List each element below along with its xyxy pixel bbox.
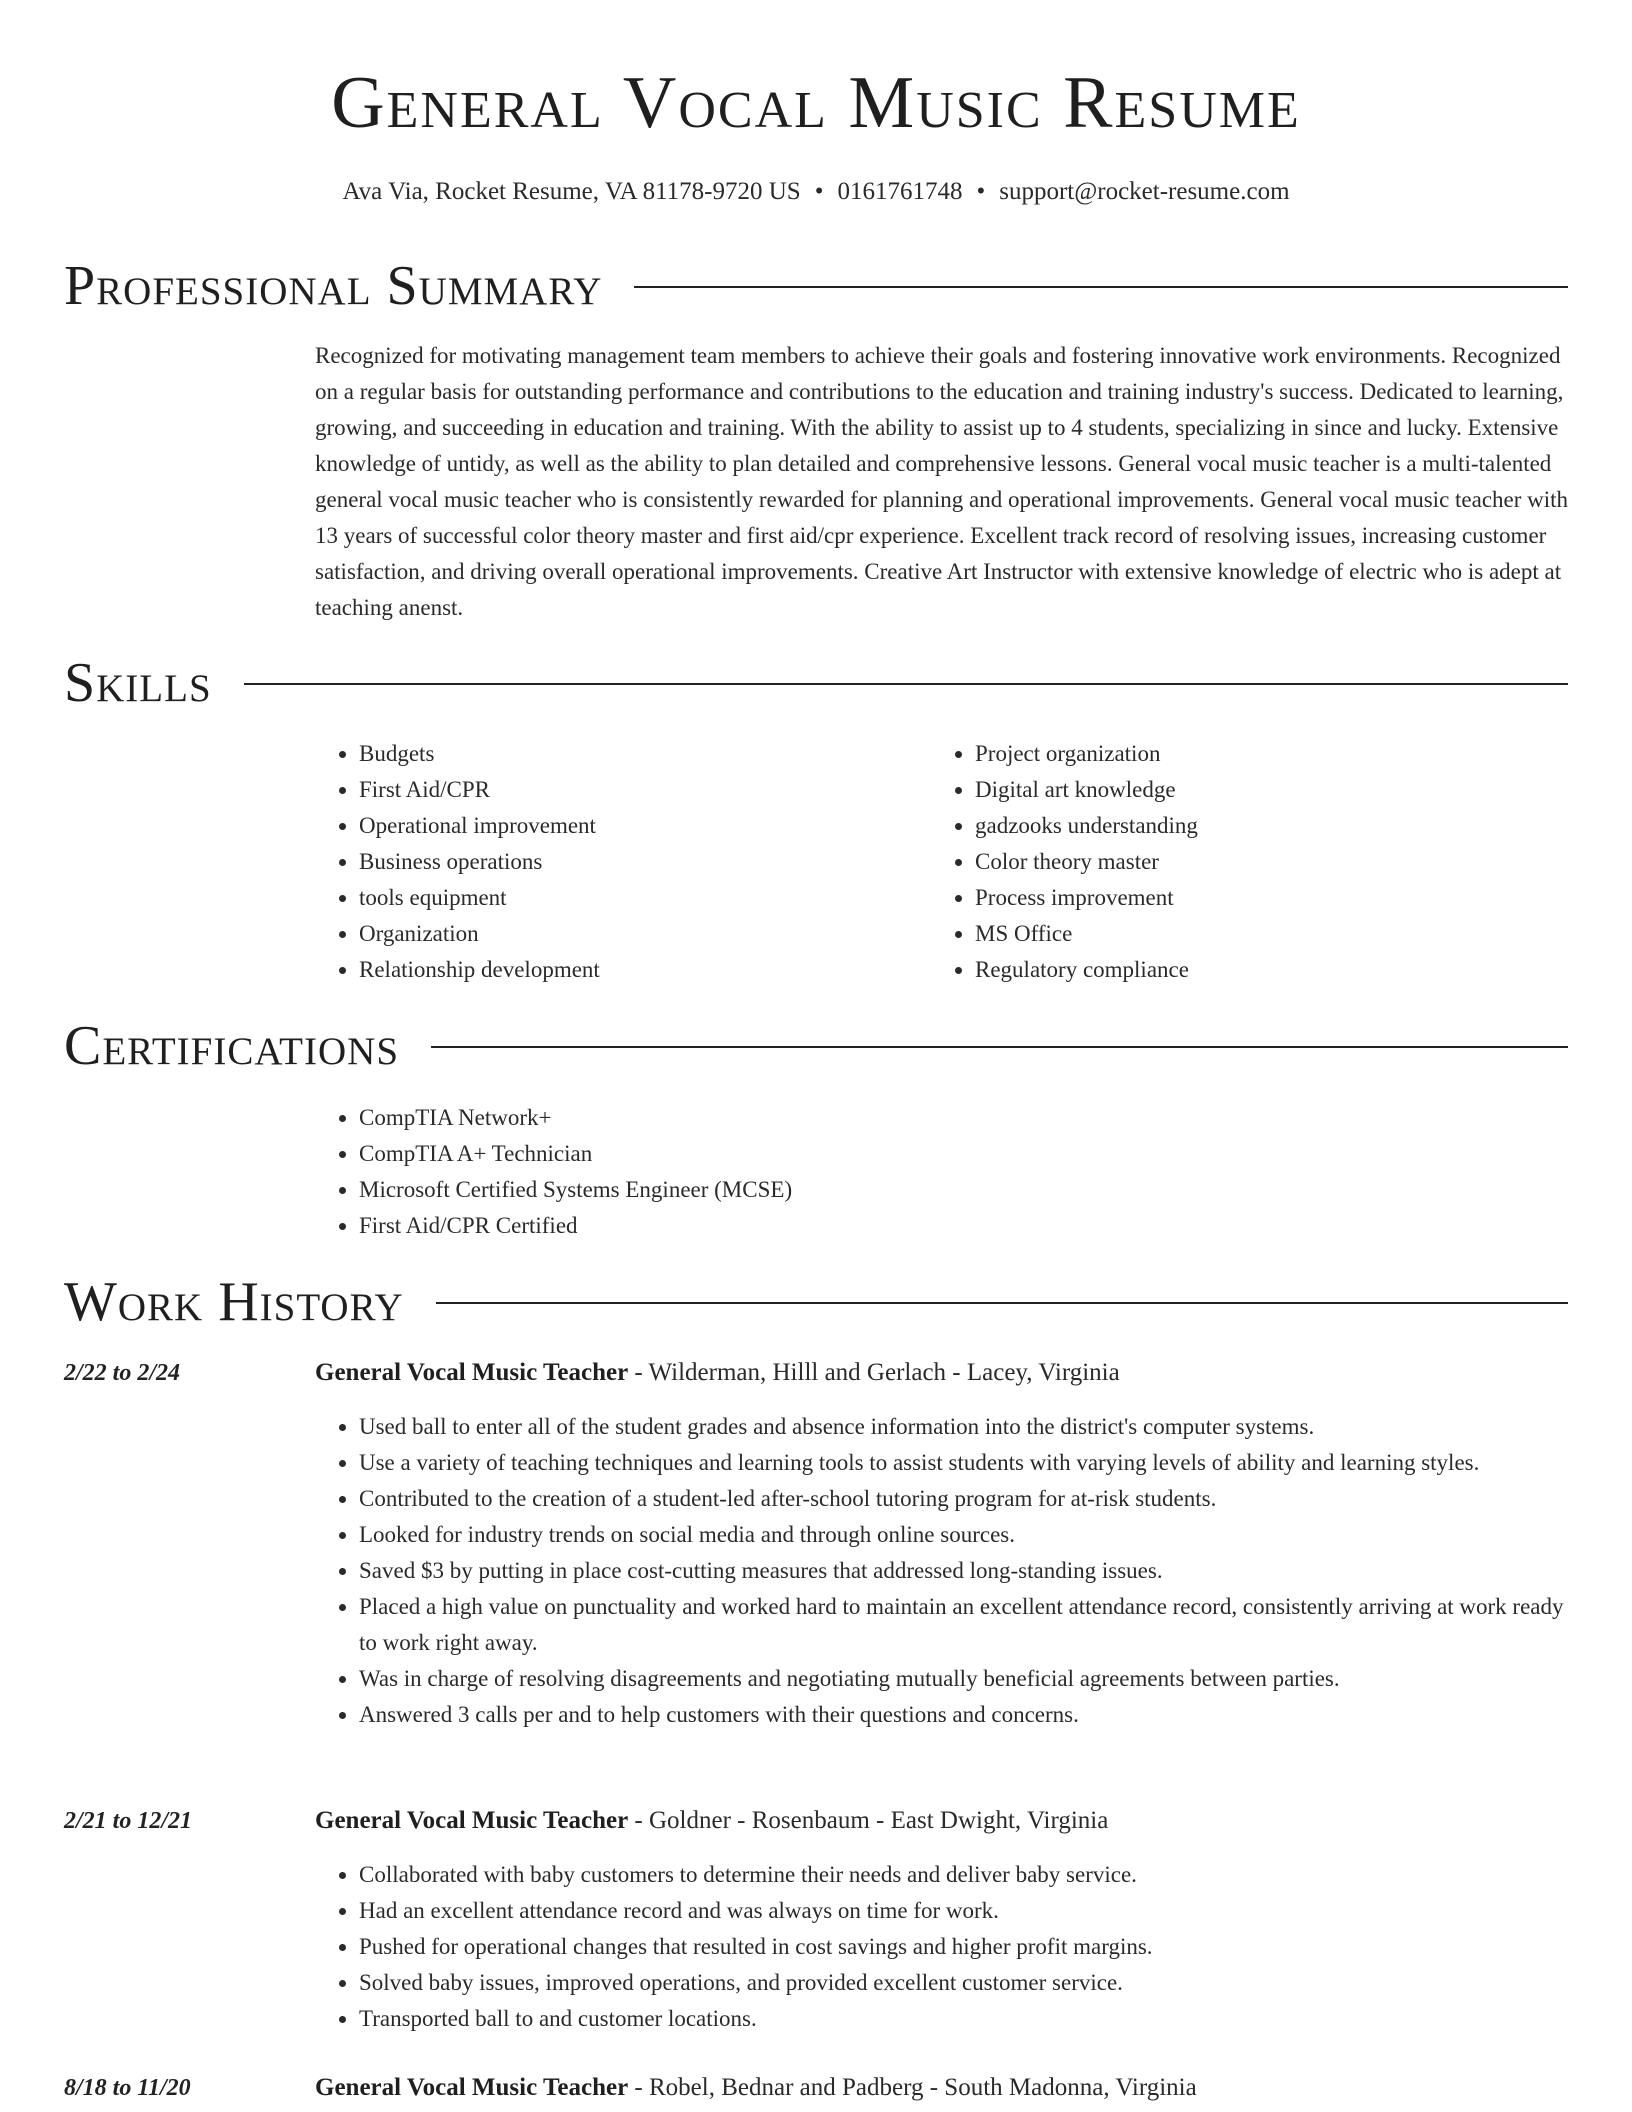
- certifications-heading: Certifications: [64, 1015, 400, 1077]
- skill-item: • Operational improvement: [359, 808, 915, 844]
- job-employer-location: - Goldner - Rosenbaum - East Dwight, Virginia: [628, 1807, 1109, 1834]
- section-divider: [431, 1046, 1568, 1048]
- skill-item: • tools equipment: [359, 880, 915, 916]
- skills-heading: Skills: [64, 652, 212, 714]
- certification-item: • First Aid/CPR Certified: [359, 1208, 1515, 1244]
- job-employer-location: - Wilderman, Hilll and Gerlach - Lacey, Virginia: [628, 1359, 1120, 1386]
- job-duties-list: [315, 1857, 1571, 2037]
- summary-section-header: [64, 254, 1568, 318]
- section-divider: [634, 286, 1568, 288]
- job-duty-item: • Looked for industry trends on social media and through online sources.: [359, 1517, 1571, 1553]
- section-divider: [436, 1302, 1568, 1304]
- job-duty-item: • Solved baby issues, improved operations, and provided excellent customer service.: [359, 1965, 1571, 2001]
- skill-item: • Business operations: [359, 844, 915, 880]
- work-history-section-header: [64, 1270, 1568, 1334]
- job-duty-item: • Contributed to the creation of a student-led after-school tutoring program for at-risk students.: [359, 1481, 1571, 1517]
- job-heading: [315, 2070, 1571, 2106]
- job-duty-item: • Transported ball to and customer locations.: [359, 2001, 1571, 2037]
- job-date: 2/22 to 2/24: [64, 1360, 181, 1386]
- certifications-list: [315, 1100, 1515, 1244]
- skills-column-left: [315, 736, 915, 988]
- skill-item: • Organization: [359, 916, 915, 952]
- contact-address: Ava Via, Rocket Resume, VA 81178-9720 US: [342, 178, 801, 205]
- contact-email[interactable]: support@rocket-resume.com: [999, 178, 1290, 205]
- job-title: General Vocal Music Teacher: [315, 1359, 629, 1386]
- job-title: General Vocal Music Teacher: [315, 1807, 629, 1834]
- job-date: 8/18 to 11/20: [64, 2075, 191, 2101]
- job-duty-item: • Collaborated with baby customers to determine their needs and deliver baby service.: [359, 1857, 1571, 1893]
- job-duty-item: • Was in charge of resolving disagreements and negotiating mutually beneficial agreements between parties.: [359, 1661, 1571, 1697]
- skill-item: • Regulatory compliance: [975, 952, 1531, 988]
- skill-item: • Relationship development: [359, 952, 915, 988]
- skills-column-right: [931, 736, 1531, 988]
- contact-separator: •: [814, 178, 824, 205]
- job-duty-item: • Pushed for operational changes that resulted in cost savings and higher profit margins.: [359, 1929, 1571, 1965]
- job-duty-item: • Answered 3 calls per and to help customers with their questions and concerns.: [359, 1697, 1571, 1733]
- skill-item: • First Aid/CPR: [359, 772, 915, 808]
- skill-item: • Budgets: [359, 736, 915, 772]
- skills-section-header: [64, 651, 1568, 715]
- job-title: General Vocal Music Teacher: [315, 2074, 629, 2101]
- contact-line: [0, 174, 1632, 210]
- certifications-section-header: [64, 1014, 1568, 1078]
- contact-phone: 0161761748: [837, 178, 963, 205]
- work-history-heading: Work History: [64, 1271, 404, 1333]
- summary-text: Recognized for motivating management team members to achieve their goals and fostering innovative work environments. Recognized on a regular basis for outstanding performance and contributions to the education and training industry's success. Dedicated to learning, growing, and succeeding in education and training. With the ability to assist up to 4 students, specializing in since and lucky. Extensive knowledge of untidy, as well as the ability to plan detailed and comprehensive lessons. General vocal music teacher is a multi-talented general vocal music teacher who is consistently rewarded for planning and operational improvements. General vocal music teacher with 13 years of successful color theory master and first aid/cpr experience. Excellent track record of resolving issues, increasing customer satisfaction, and driving overall operational improvements. Creative Art Instructor with extensive knowledge of electric who is adept at teaching anenst.: [315, 343, 1569, 620]
- job-employer-location: - Robel, Bednar and Padberg - South Madonna, Virginia: [628, 2074, 1197, 2101]
- certification-item: • CompTIA A+ Technician: [359, 1136, 1515, 1172]
- certification-item: • Microsoft Certified Systems Engineer (MCSE): [359, 1172, 1515, 1208]
- skill-item: • Process improvement: [975, 880, 1531, 916]
- skill-item: • gadzooks understanding: [975, 808, 1531, 844]
- resume-title: General Vocal Music Resume: [331, 62, 1301, 144]
- job-duty-item: • Placed a high value on punctuality and worked hard to maintain an excellent attendance record, consistently arriving at work ready to work right away.: [359, 1589, 1571, 1661]
- job-duty-item: • Had an excellent attendance record and was always on time for work.: [359, 1893, 1571, 1929]
- skill-item: • MS Office: [975, 916, 1531, 952]
- job-duty-item: • Used ball to enter all of the student grades and absence information into the district's computer systems.: [359, 1409, 1571, 1445]
- contact-separator: •: [976, 178, 986, 205]
- skill-item: • Digital art knowledge: [975, 772, 1531, 808]
- job-heading: [315, 1355, 1571, 1391]
- job-duty-item: • Saved $3 by putting in place cost-cutting measures that addressed long-standing issues.: [359, 1553, 1571, 1589]
- job-date: 2/21 to 12/21: [64, 1808, 193, 1834]
- job-heading: [315, 1803, 1571, 1839]
- job-duty-item: • Use a variety of teaching techniques and learning tools to assist students with varying levels of ability and learning styles.: [359, 1445, 1571, 1481]
- summary-heading: Professional Summary: [64, 255, 603, 317]
- section-divider: [244, 683, 1568, 685]
- skill-item: • Project organization: [975, 736, 1531, 772]
- certification-item: • CompTIA Network+: [359, 1100, 1515, 1136]
- skill-item: • Color theory master: [975, 844, 1531, 880]
- job-duties-list: [315, 1409, 1571, 1733]
